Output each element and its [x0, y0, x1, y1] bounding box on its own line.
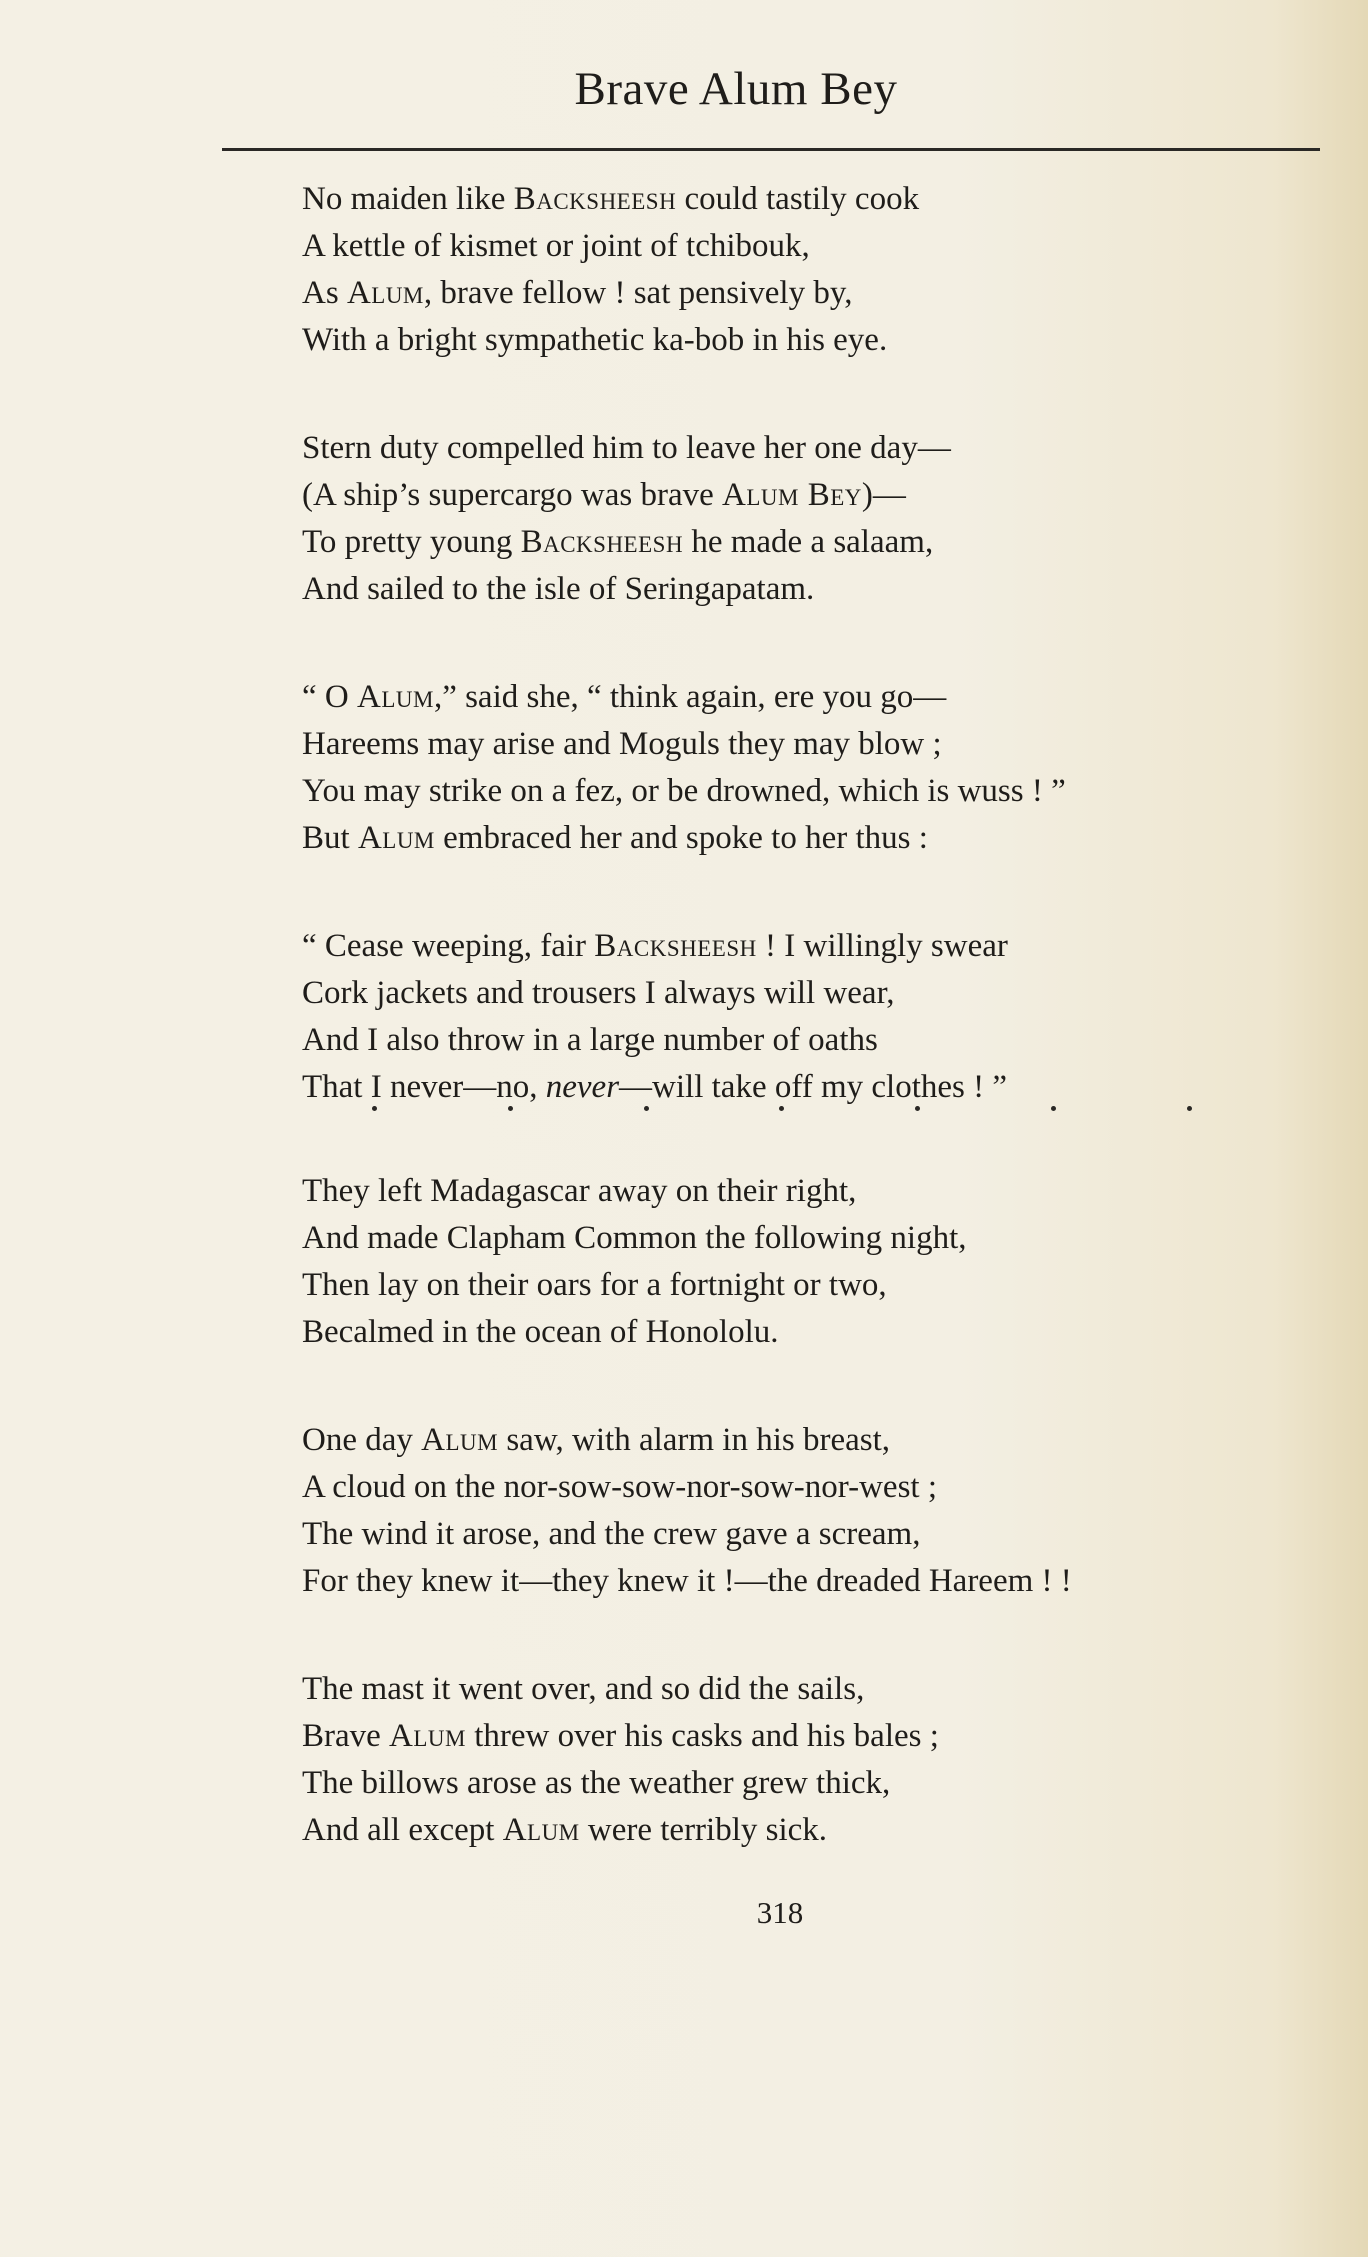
divider-dot	[372, 1106, 377, 1111]
line-text: , brave fellow ! sat pensively by,	[423, 275, 853, 311]
small-caps-name: Alum	[389, 1718, 466, 1754]
poem-line	[302, 223, 1342, 270]
poem-line	[302, 768, 1342, 815]
stanza-1	[302, 176, 1342, 364]
line-text: For they knew it—they knew it !—the dreaded Hareem ! !	[302, 1563, 1072, 1599]
page-number: 318	[756, 1895, 804, 1930]
poem-line	[302, 566, 1342, 613]
running-title: Brave Alum Bey	[574, 63, 898, 115]
poem-line	[302, 1464, 1342, 1511]
poem-line	[302, 1017, 1342, 1064]
divider-dot	[1051, 1106, 1056, 1111]
italic-text: never	[545, 1069, 620, 1105]
small-caps-name: Backsheesh	[594, 928, 757, 964]
line-text: But	[302, 820, 358, 856]
line-text: Then lay on their oars for a fortnight or two,	[302, 1267, 887, 1303]
poem-line	[302, 519, 1342, 566]
small-caps-name: Alum	[346, 275, 424, 311]
poem-line	[302, 815, 1342, 862]
divider-dot	[1187, 1106, 1192, 1111]
poem-line	[302, 1558, 1342, 1605]
poem-line	[302, 1262, 1342, 1309]
stanza-6	[302, 1417, 1342, 1605]
line-text: embraced her and spoke to her thus :	[434, 820, 928, 856]
poem-line	[302, 970, 1342, 1017]
stanza-3	[302, 674, 1342, 862]
header-rule	[222, 148, 1320, 151]
divider-dot	[508, 1106, 513, 1111]
line-text: And made Clapham Common the following night,	[302, 1220, 967, 1256]
poem-line	[302, 1807, 1342, 1854]
poem-line	[302, 1215, 1342, 1262]
line-text: could tastily cook	[676, 181, 920, 217]
line-text: That I never—no,	[302, 1069, 546, 1105]
line-text: One day	[302, 1422, 422, 1458]
stanza-7	[302, 1666, 1342, 1854]
line-text: Hareems may arise and Moguls they may blow ;	[302, 726, 942, 762]
line-text: And I also throw in a large number of oaths	[302, 1022, 878, 1058]
line-text: )—	[861, 477, 906, 513]
line-text: As	[302, 275, 347, 311]
small-caps-name: Backsheesh	[513, 181, 677, 217]
poem-line	[302, 1713, 1342, 1760]
stanza-2	[302, 425, 1342, 613]
poem-line	[302, 923, 1342, 970]
small-caps-name: Alum Bey	[722, 477, 862, 513]
poem-line	[302, 1760, 1342, 1807]
small-caps-name: Backsheesh	[520, 524, 684, 560]
line-text: With a bright sympathetic ka-bob in his eye.	[302, 322, 888, 358]
stanza-5	[302, 1168, 1342, 1356]
line-text: A kettle of kismet or joint of tchibouk,	[302, 228, 810, 264]
small-caps-name: Alum	[421, 1422, 499, 1458]
poem-line	[302, 1168, 1342, 1215]
line-text: (A ship’s supercargo was brave	[302, 477, 723, 513]
line-text: threw over his casks and his bales ;	[466, 1718, 939, 1754]
line-text: The wind it arose, and the crew gave a scream,	[302, 1516, 921, 1552]
line-text: ! I willingly swear	[756, 928, 1008, 964]
line-text: “ Cease weeping, fair	[302, 928, 595, 964]
line-text: They left Madagascar away on their right,	[302, 1173, 857, 1209]
poem-line	[302, 425, 1342, 472]
poem-line	[302, 1309, 1342, 1356]
poem-line	[302, 317, 1342, 364]
poem-line	[302, 270, 1342, 317]
poem-line	[302, 472, 1342, 519]
line-text: To pretty young	[302, 524, 521, 560]
line-text: saw, with alarm in his breast,	[498, 1422, 891, 1458]
line-text: The billows arose as the weather grew thick,	[302, 1765, 891, 1801]
line-text: Cork jackets and trousers I always will wear,	[302, 975, 895, 1011]
line-text: And all except	[302, 1812, 503, 1848]
stanza-4	[302, 923, 1342, 1111]
poem-body	[302, 176, 1342, 1854]
line-text: ,” said she, “ think again, ere you go—	[433, 679, 947, 715]
line-text: The mast it went over, and so did the sails,	[302, 1671, 865, 1707]
line-text: A cloud on the nor-sow-sow-nor-sow-nor-west ;	[302, 1469, 937, 1505]
poem-line	[302, 721, 1342, 768]
line-text: No maiden like	[302, 181, 514, 217]
line-text: Stern duty compelled him to leave her one day—	[302, 430, 951, 466]
line-text: —will take off my clothes ! ”	[619, 1069, 1008, 1105]
line-text: he made a salaam,	[683, 524, 934, 560]
poem-line	[302, 176, 1342, 223]
poem-line	[302, 1417, 1342, 1464]
line-text: “ O	[302, 679, 357, 715]
line-text: You may strike on a fez, or be drowned, which is wuss ! ”	[302, 773, 1066, 809]
poem-line	[302, 674, 1342, 721]
poem-line	[302, 1511, 1342, 1558]
small-caps-name: Alum	[357, 820, 435, 856]
small-caps-name: Alum	[356, 679, 434, 715]
line-text: Brave	[302, 1718, 390, 1754]
poem-line	[302, 1666, 1342, 1713]
line-text: were terribly sick.	[579, 1812, 828, 1848]
line-text: Becalmed in the ocean of Honololu.	[302, 1314, 779, 1350]
divider-dot	[644, 1106, 649, 1111]
line-text: And sailed to the isle of Seringapatam.	[302, 571, 815, 607]
small-caps-name: Alum	[502, 1812, 580, 1848]
